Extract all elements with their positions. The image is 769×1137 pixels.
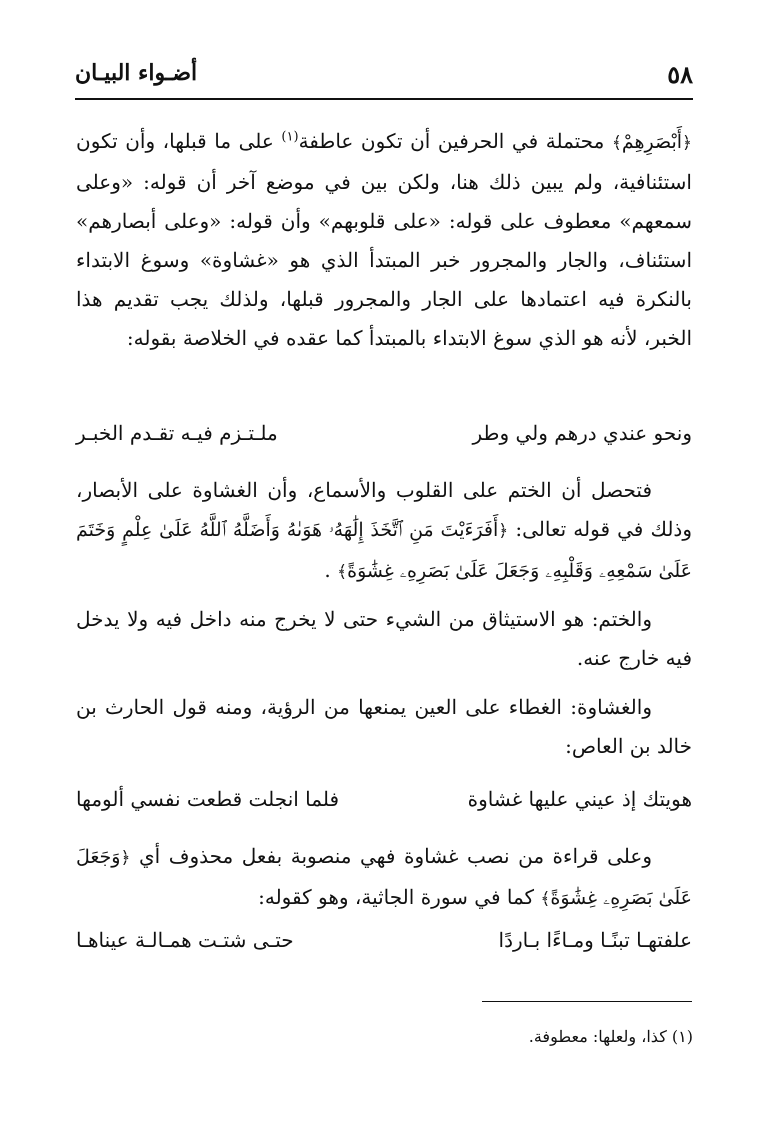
paragraph-text: كما في سورة الجاثية، وهو كقوله: [258, 885, 535, 909]
poetry-verse-1 [76, 414, 692, 453]
quran-close-bracket: ﴾ [540, 889, 551, 909]
quran-open-bracket: ﴿ [682, 133, 693, 153]
quran-close-bracket: ﴾ [337, 562, 348, 582]
paragraph-text: وعلى قراءة من نصب غشاوة فهي منصوبة بفعل محذوف أي [138, 844, 653, 868]
paragraph-text: محتملة في الحرفين أن تكون عاطفة [298, 129, 605, 153]
verse-first-hemistich: علفتهـا تبنًـا ومـاءًا بـاردًا [498, 928, 692, 952]
page-header [75, 58, 693, 100]
footnote-text: كذا، ولعلها: معطوفة. [528, 1027, 667, 1046]
footnote-reference[interactable]: (١) [281, 129, 299, 145]
paragraph-5 [76, 837, 692, 919]
poetry-verse-3 [76, 921, 692, 960]
paragraph-text: على ما قبلها، وأن تكون استئنافية، ولم يبين ذلك هنا، ولكن بين في موضع آخر أن قوله: «وعلى سمعهم» معطوف على قوله: «على قلوبهم» وأن قوله: «وعلى أبصارهم» استئناف، والجار والمجرور خبر المبتدأ الذي هو «غشاوة» وسوغ الابتداء بالنكرة فيه اعتمادها على الجار والمجرور قبلها، ولذلك يجب تقديم هذا الخبر، لأنه هو الذي سوغ الابتداء بالمبتدأ كما عقده في الخلاصة بقوله: [76, 129, 692, 350]
paragraph-text: والغشاوة: الغطاء على العين يمنعها من الرؤية، ومنه قول الحارث بن خالد بن العاص: [76, 695, 692, 758]
paragraph-3 [76, 600, 692, 678]
page-number: ٥٨ [667, 60, 693, 89]
quran-verse: أَفَرَءَيْتَ مَنِ ٱتَّخَذَ إِلَٰهَهُۥ هَوَىٰهُ وَأَضَلَّهُ ٱللَّهُ عَلَىٰ عِلْمٍ وَخَتَمَ عَلَىٰ سَمْعِهِۦ وَقَلْبِهِۦ وَجَعَلَ عَلَىٰ بَصَرِهِۦ غِشَٰوَةً [76, 519, 692, 582]
footnote-marker: (١) [671, 1027, 693, 1046]
verse-first-hemistich: هويتك إذ عيني عليها غشاوة [467, 787, 692, 811]
verse-second-hemistich: حتـى شتـت همـالـة عيناهـا [76, 928, 294, 952]
verse-first-hemistich: ونحو عندي درهم ولي وطر [472, 421, 692, 445]
paragraph-text: فتحصل أن الختم على القلوب والأسماع، وأن الغشاوة على الأبصار، وذلك في قوله تعالى: [76, 478, 692, 541]
paragraph-4 [76, 688, 692, 766]
quran-fragment: أَبْصَرِهِمْ [621, 131, 683, 153]
paragraph-2: فتحصل أن الختم على القلوب والأسماع، وأن الغشاوة على الأبصار، وذلك في قوله تعالى: ﴿أَفَرَءَيْتَ مَنِ ٱتَّخَذَ إِلَٰهَهُۥ هَوَىٰهُ وَأَضَلَّهُ ٱللَّهُ عَلَىٰ عِلْمٍ وَخَتَمَ عَلَىٰ سَمْعِهِۦ وَقَلْبِهِۦ وَجَعَلَ عَلَىٰ بَصَرِهِۦ غِشَٰوَةً﴾ . [76, 478, 692, 582]
verse-second-hemistich: فلما انجلت قطعت نفسي ألومها [76, 787, 340, 811]
quran-open-bracket: ﴿ [498, 521, 509, 541]
paragraph-text: والختم: هو الاستيثاق من الشيء حتى لا يخرج منه داخل فيه ولا يدخل فيه خارج عنه. [76, 607, 692, 670]
paragraph-1 [76, 122, 692, 358]
running-title: أضـواء البيـان [75, 60, 198, 86]
verse-second-hemistich: ملـتـزم فيـه تقـدم الخبـر [76, 421, 278, 445]
footnote [529, 1025, 693, 1049]
quran-open-bracket: ﴿ [120, 848, 131, 868]
quran-verse: وَجَعَلَ عَلَىٰ بَصَرِهِۦ غِشَٰوَةً [76, 846, 692, 909]
quran-close-bracket: ﴾ [611, 133, 622, 153]
poetry-verse-2 [76, 780, 692, 819]
footnote-divider [482, 1001, 692, 1002]
